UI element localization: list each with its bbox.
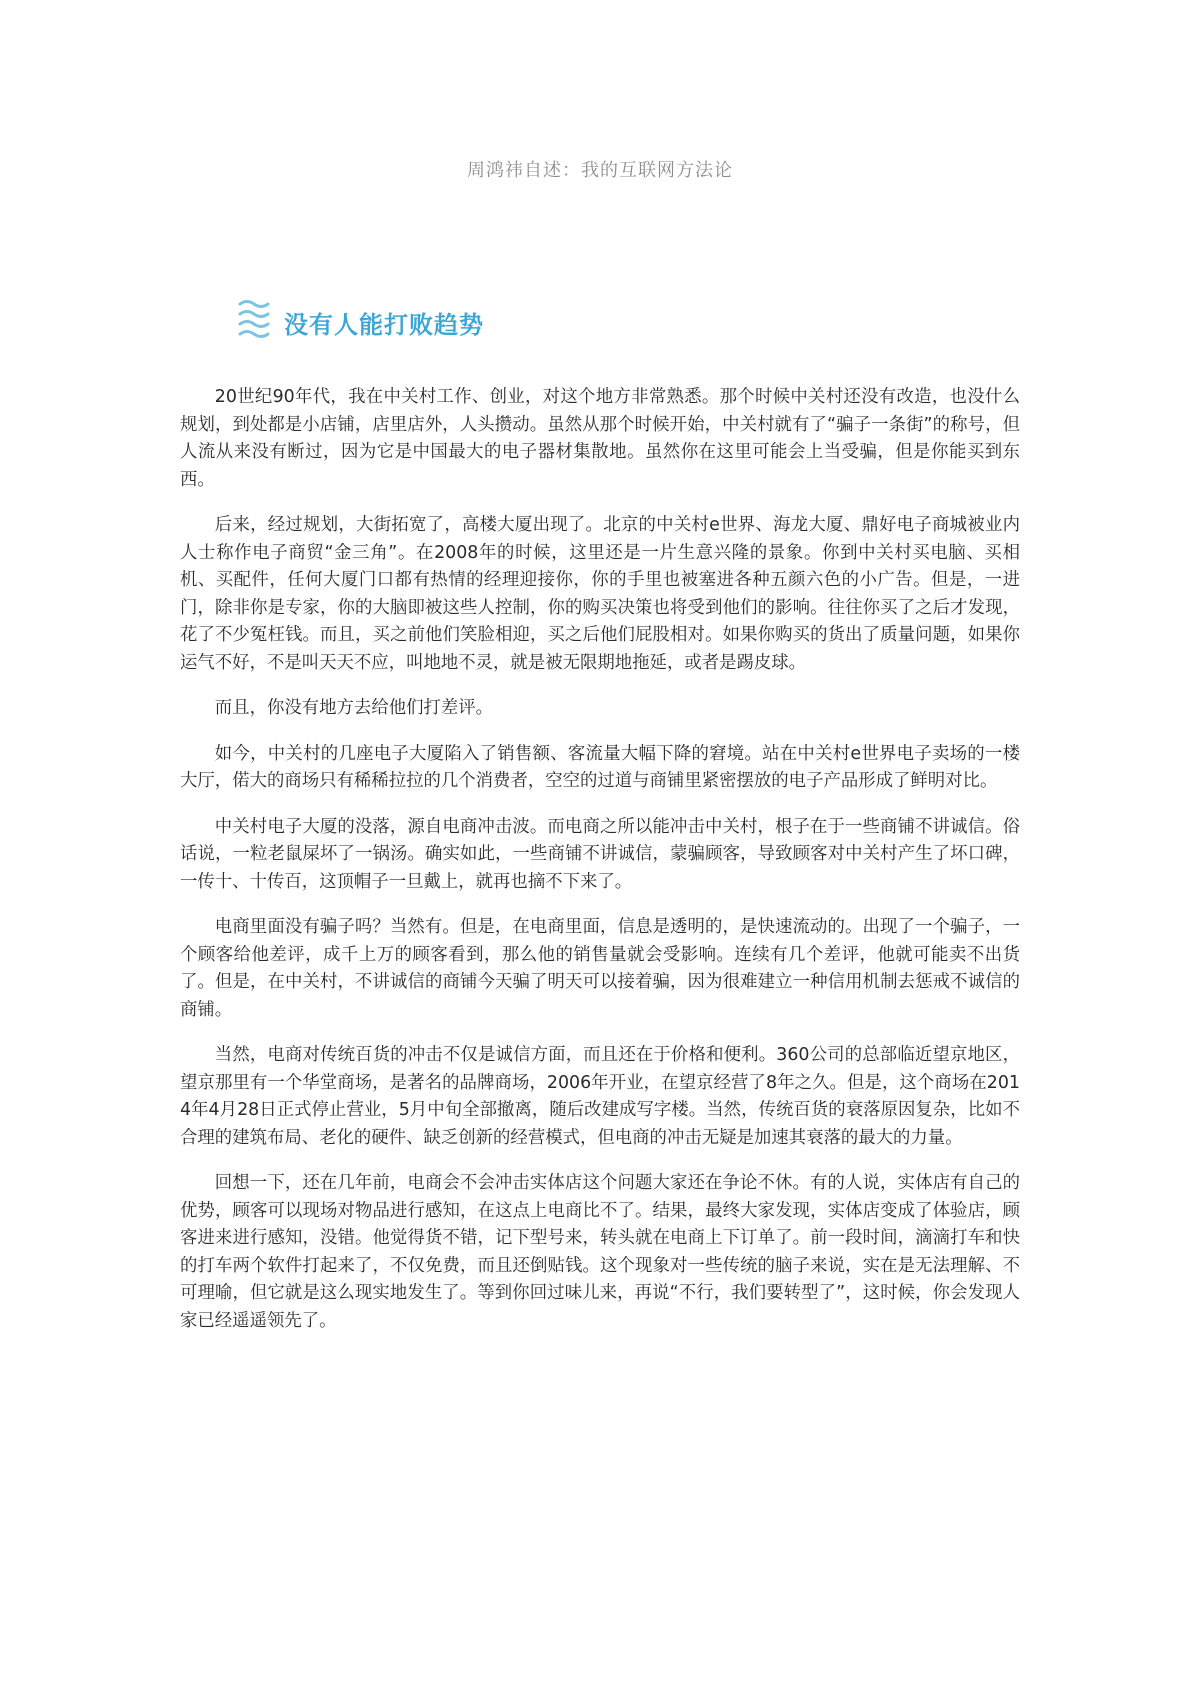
paragraph: 20世纪90年代，我在中关村工作、创业，对这个地方非常熟悉。那个时候中关村还没有改造，也没什么规划，到处都是小店铺，店里店外，人头攒动。虽然从那个时候开始，中关村就有了“骗子一条街”的称号，但人流从来没有断过，因为它是中国最大的电子器材集散地。虽然你在这里可能会上当受骗，但是你能买到东西。 bbox=[180, 387, 1020, 490]
paragraph: 当然，电商对传统百货的冲击不仅是诚信方面，而且还在于价格和便利。360公司的总部临近望京地区，望京那里有一个华堂商场，是著名的品牌商场，2006年开业，在望京经营了8年之久。但是，这个商场在2014年4月28日正式停止营业，5月中旬全部撤离，随后改建成写字楼。当然，传统百货的衰落原因复杂，比如不合理的建筑布局、老化的硬件、缺乏创新的经营模式，但电商的冲击无疑是加速其衰落的最大的力量。 bbox=[180, 1045, 1020, 1148]
section-heading bbox=[234, 296, 484, 348]
body-text bbox=[180, 384, 1020, 1353]
paragraph: 如今，中关村的几座电子大厦陷入了销售额、客流量大幅下降的窘境。站在中关村e世界电子卖场的一楼大厅，偌大的商场只有稀稀拉拉的几个消费者，空空的过道与商铺里紧密摆放的电子产品形成了鲜明对比。 bbox=[180, 743, 1020, 791]
running-header: 周鸿祎自述：我的互联网方法论 bbox=[467, 160, 733, 181]
paragraph: 而且，你没有地方去给他们打差评。 bbox=[214, 698, 494, 718]
paragraph: 电商里面没有骗子吗？当然有。但是，在电商里面，信息是透明的，是快速流动的。出现了一个骗子，一个顾客给他差评，成千上万的顾客看到，那么他的销售量就会受影响。连续有几个差评，他就可能卖不出货了。但是，在中关村，不讲诚信的商铺今天骗了明天可以接着骗，因为很难建立一种信用机制去惩戒不诚信的商铺。 bbox=[180, 917, 1020, 1020]
paragraph: 后来，经过规划，大街拓宽了，高楼大厦出现了。北京的中关村e世界、海龙大厦、鼎好电子商城被业内人士称作电子商贸“金三角”。在2008年的时候，这里还是一片生意兴隆的景象。你到中关村买电脑、买相机、买配件，任何大厦门口都有热情的经理迎接你，你的手里也被塞进各种五颜六色的小广告。但是，一进门，除非你是专家，你的大脑即被这些人控制，你的购买决策也将受到他们的影响。往往你买了之后才发现，花了不少冤枉钱。而且，买之前他们笑脸相迎，买之后他们屁股相对。如果你购买的货出了质量问题，如果你运气不好，不是叫天天不应，叫地地不灵，就是被无限期地拖延，或者是踢皮球。 bbox=[180, 515, 1020, 673]
wave-lines-icon bbox=[234, 296, 274, 348]
paragraph: 回想一下，还在几年前，电商会不会冲击实体店这个问题大家还在争论不休。有的人说，实体店有自己的优势，顾客可以现场对物品进行感知，在这点上电商比不了。结果，最终大家发现，实体店变成了体验店，顾客进来进行感知，没错。他觉得货不错，记下型号来，转头就在电商上下订单了。前一段时间，滴滴打车和快的打车两个软件打起来了，不仅免费，而且还倒贴钱。这个现象对一些传统的脑子来说，实在是无法理解、不可理喻，但它就是这么现实地发生了。等到你回过味儿来，再说“不行，我们要转型了”，这时候，你会发现人家已经遥遥领先了。 bbox=[180, 1173, 1020, 1331]
section-title: 没有人能打败趋势 bbox=[284, 310, 484, 339]
paragraph: 中关村电子大厦的没落，源自电商冲击波。而电商之所以能冲击中关村，根子在于一些商铺不讲诚信。俗话说，一粒老鼠屎坏了一锅汤。确实如此，一些商铺不讲诚信，蒙骗顾客，导致顾客对中关村产生了坏口碑，一传十、十传百，这顶帽子一旦戴上，就再也摘不下来了。 bbox=[180, 816, 1020, 892]
